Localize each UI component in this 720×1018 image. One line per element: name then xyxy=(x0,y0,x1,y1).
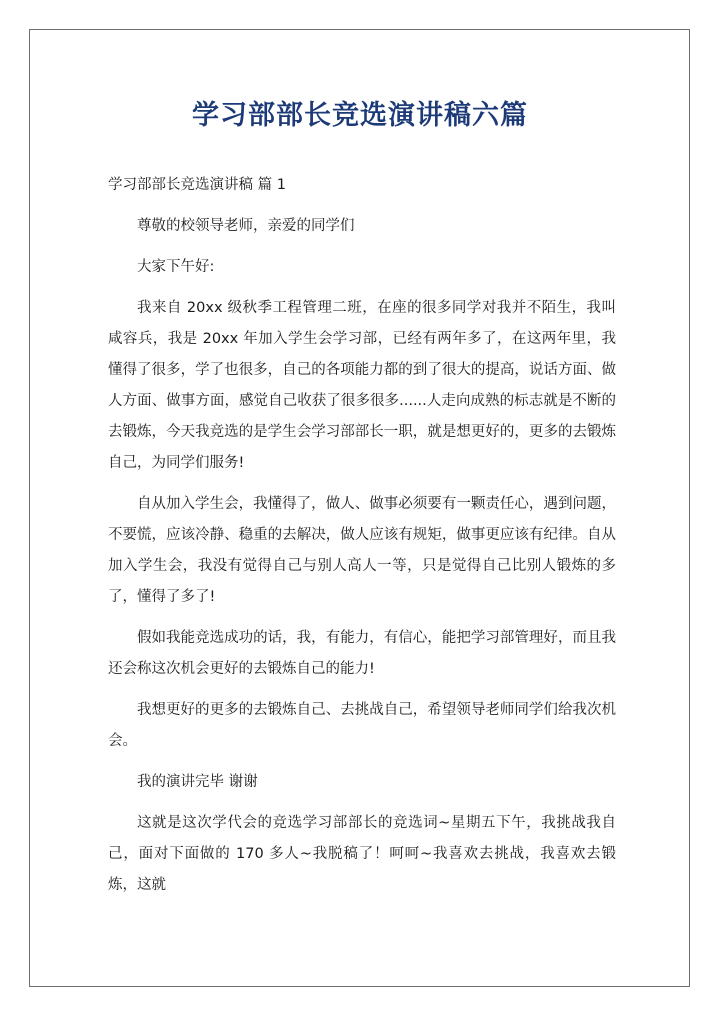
paragraph-experience: 自从加入学生会，我懂得了，做人、做事必须要有一颗责任心，遇到问题，不要慌，应该冷静、稳重的去解决，做人应该有规矩，做事更应该有纪律。自从加入学生会，我没有觉得自己与别人高人一等，只是觉得自己比别人锻炼的多了，懂得了多了! xyxy=(108,496,616,605)
document-body xyxy=(108,170,616,911)
paragraph-closing: 我的演讲完毕 谢谢 xyxy=(137,774,258,790)
paragraph-greeting: 尊敬的校领导老师，亲爱的同学们 xyxy=(137,218,355,234)
paragraph-introduction: 我来自 20xx 级秋季工程管理二班，在座的很多同学对我并不陌生，我叫咸容兵，我是 20xx 年加入学生会学习部，已经有两年多了，在这两年里，我懂得了很多，学了也很多，自己的各项能力都的到了很大的提高，说话方面、做人方面、做事方面，感觉自己收获了很多很多......人走向成熟的标志就是不断的去锻炼，今天我竞选的是学生会学习部部长一职，就是想更好的，更多的去锻炼自己，为同学们服务! xyxy=(108,300,616,471)
paragraph-reflection: 这就是这次学代会的竞选学习部部长的竞选词~星期五下午，我挑战我自己，面对下面做的 170 多人~我脱稿了！呵呵~我喜欢去挑战，我喜欢去锻炼，这就 xyxy=(108,815,616,893)
section-heading: 学习部部长竞选演讲稿 篇 1 xyxy=(108,177,286,193)
document-title: 学习部部长竞选演讲稿六篇 xyxy=(192,100,528,131)
paragraph-salutation: 大家下午好: xyxy=(137,259,215,275)
paragraph-commitment: 假如我能竞选成功的话，我，有能力，有信心，能把学习部管理好，而且我还会称这次机会更好的去锻炼自己的能力! xyxy=(108,630,616,677)
paragraph-request: 我想更好的更多的去锻炼自己、去挑战自己，希望领导老师同学们给我次机会。 xyxy=(108,702,616,749)
